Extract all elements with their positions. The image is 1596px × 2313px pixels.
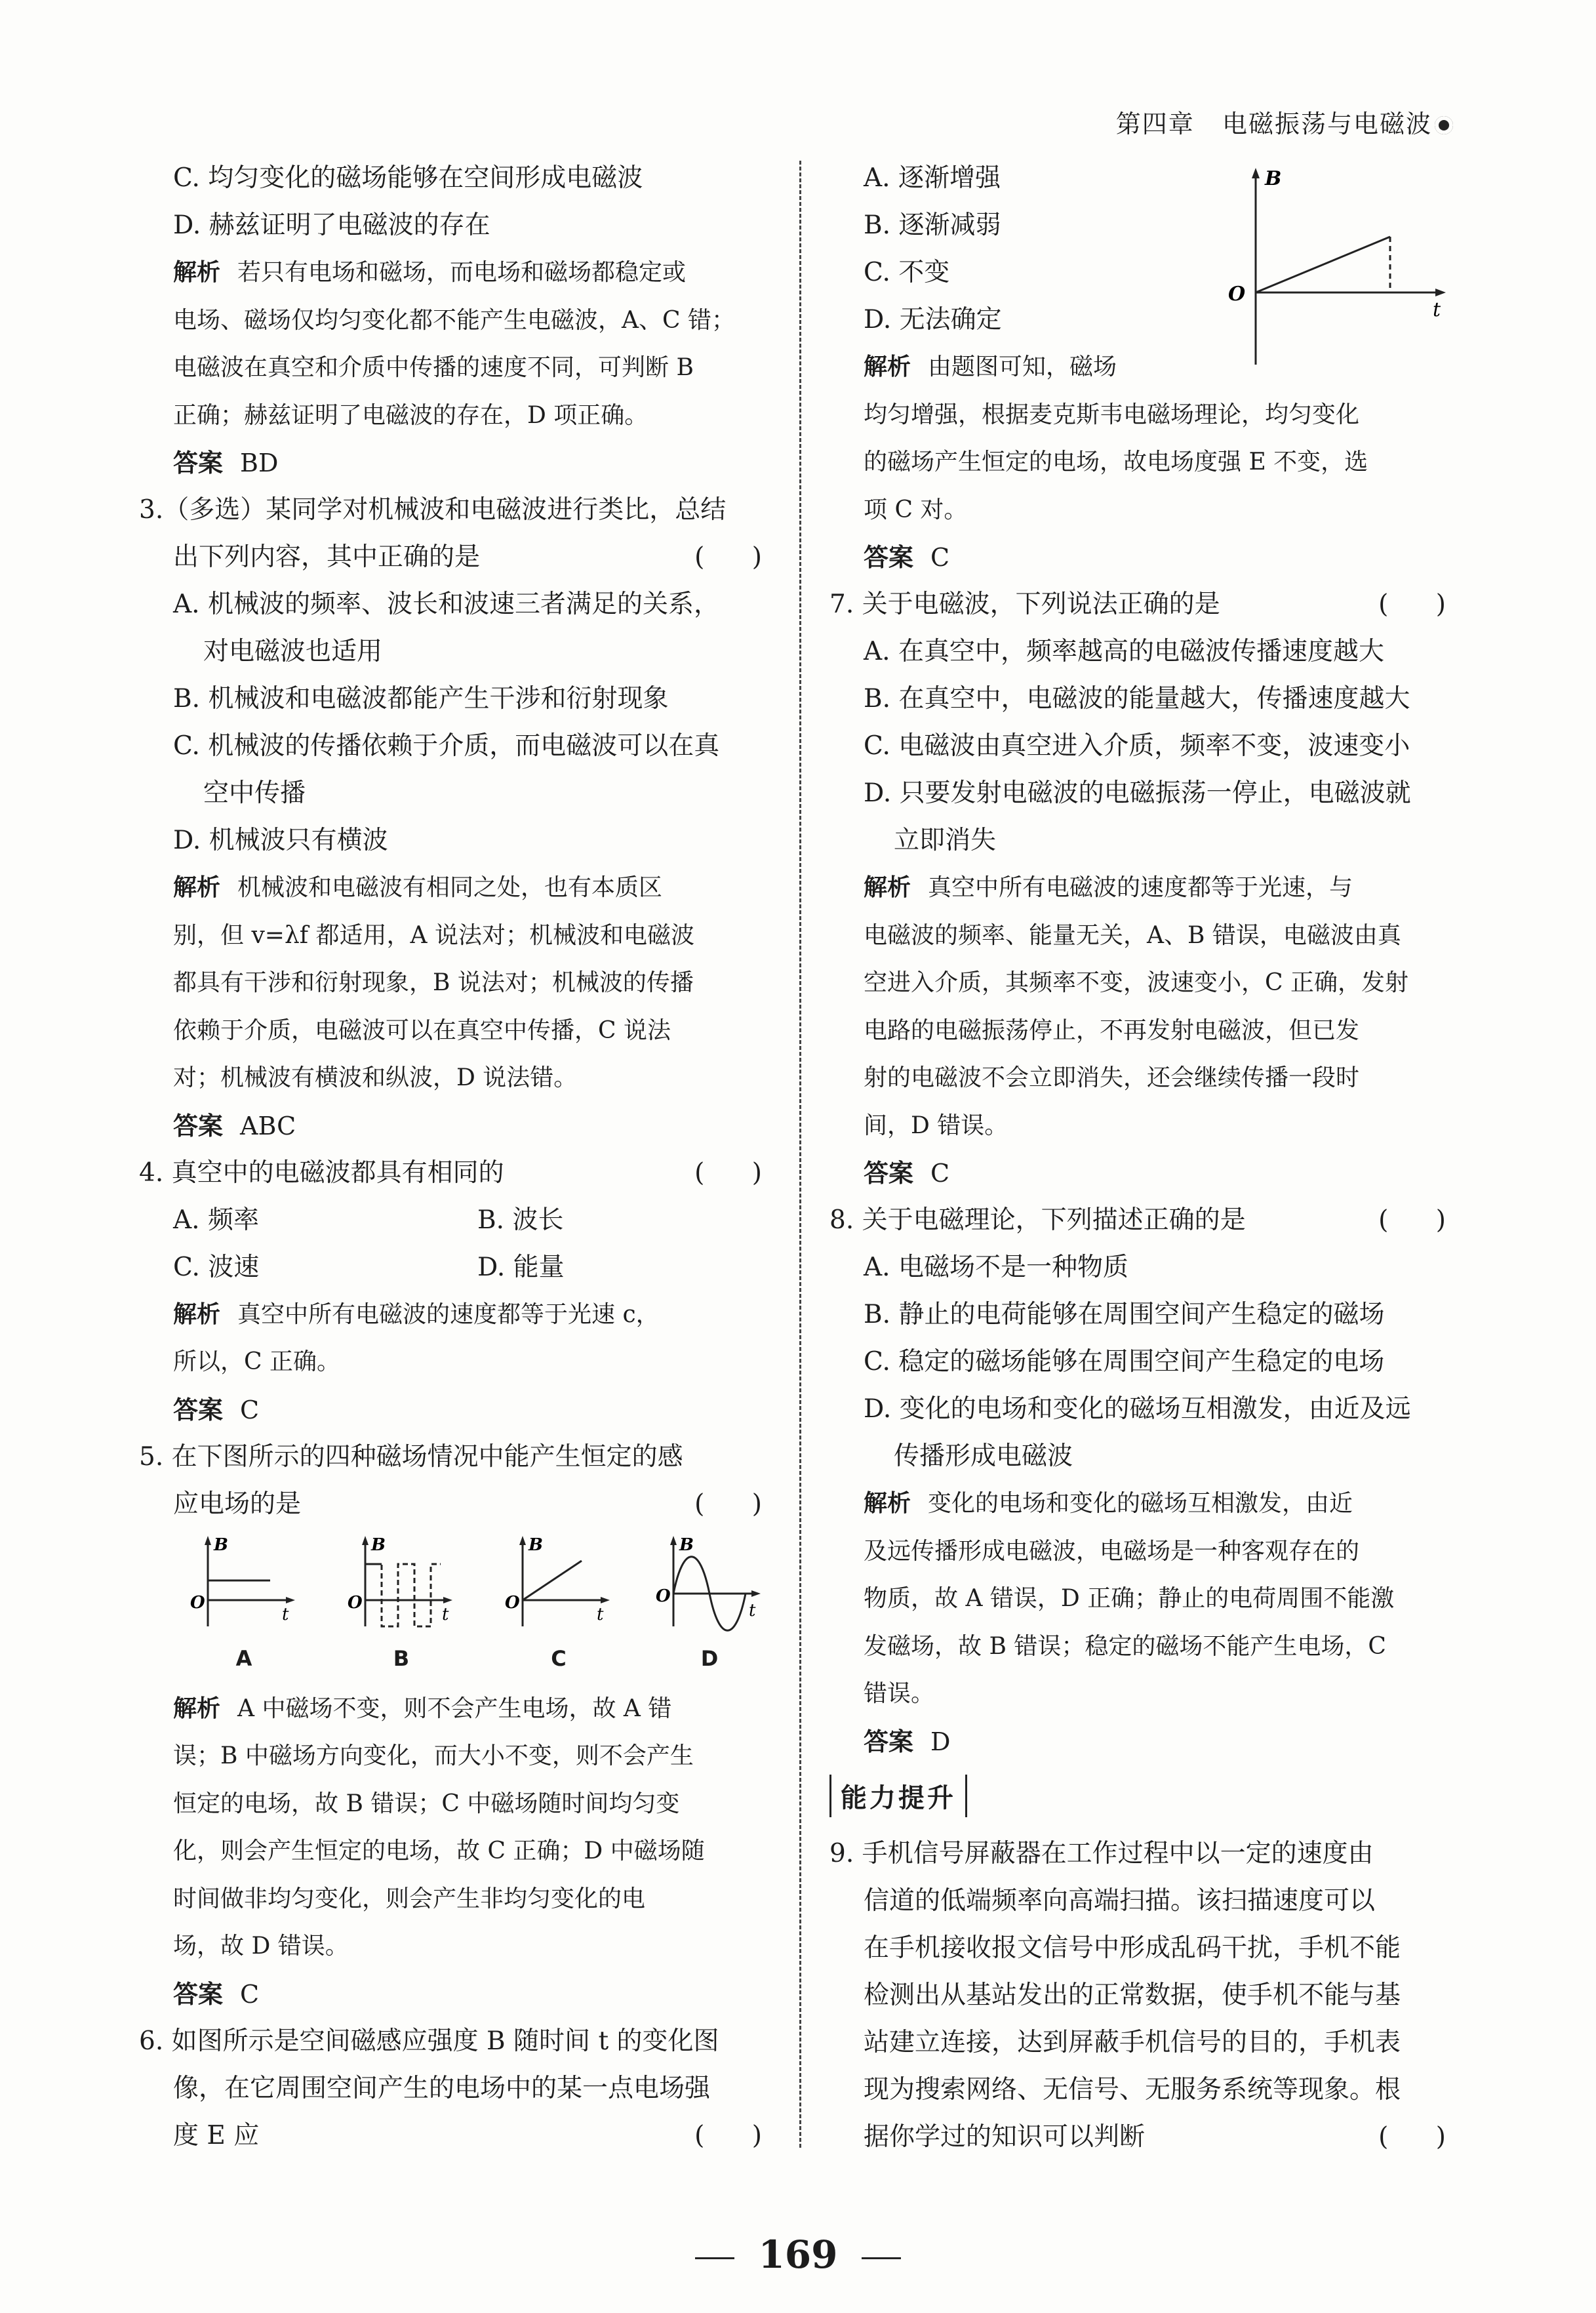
answer-label: 答案 <box>173 1979 224 2009</box>
question-stem: 在手机接收报文信号中形成乱码干扰，手机不能 <box>864 1933 1401 1963</box>
analysis-line: 误；B 中磁场方向变化，而大小不变，则不会产生 <box>173 1742 694 1769</box>
option-text: D. 只要发射电磁波的电磁振荡一停止，电磁波就 <box>864 778 1411 808</box>
analysis-line: 电磁波的频率、能量无关，A、B 错误，电磁波由真 <box>864 921 1401 949</box>
option-text: B. 逐渐减弱 <box>864 211 1001 240</box>
answer-value: D <box>930 1727 951 1756</box>
question-stem: 站建立连接，达到屏蔽手机信号的目的，手机表 <box>864 2027 1401 2057</box>
figure-caption: B <box>393 1645 410 1671</box>
analysis-label: 解析 <box>864 874 911 901</box>
answer-label: 答案 <box>864 1159 914 1188</box>
analysis-line: 解析 真空中所有电磁波的速度都等于光速 c， <box>173 1300 660 1328</box>
answer-value: BD <box>240 449 279 477</box>
analysis-line: 均匀增强，根据麦克斯韦电磁场理论，均匀变化 <box>864 401 1360 428</box>
question-stem: 检测出从基站发出的正常数据，使手机不能与基 <box>864 1980 1401 2010</box>
option-text: C. 电磁波由真空进入介质，频率不变，波速变小 <box>864 731 1410 761</box>
analysis-label: 解析 <box>173 1300 221 1328</box>
option-text: 传播形成电磁波 <box>894 1441 1073 1471</box>
question-stem: 像，在它周围空间产生的电场中的某一点电场强 <box>173 2073 711 2103</box>
option-text: C. 均匀变化的磁场能够在空间形成电磁波 <box>173 163 643 193</box>
analysis-line: 发磁场，故 B 错误；稳定的磁场不能产生电场，C <box>864 1632 1386 1660</box>
option-text: D. 机械波只有横波 <box>173 826 388 855</box>
answer-label: 答案 <box>173 449 224 477</box>
option-text: C. 波速 <box>173 1252 260 1282</box>
axis-t-label: t <box>442 1604 449 1624</box>
analysis-line: 错误。 <box>864 1680 935 1707</box>
option-text: A. 电磁场不是一种物质 <box>864 1253 1128 1282</box>
answer-line <box>139 439 782 487</box>
answer-blank: ( ) <box>694 1157 782 1188</box>
analysis-label: 解析 <box>173 259 221 286</box>
analysis-label: 解析 <box>173 1695 221 1722</box>
analysis-line: 正确；赫兹证明了电磁波的存在，D 项正确。 <box>173 401 648 429</box>
question-stem: 8. 关于电磁理论，下列描述正确的是 ( ) <box>829 1197 1466 1244</box>
analysis-line: 都具有干涉和衍射现象，B 说法对；机械波的传播 <box>173 969 694 996</box>
figure-b <box>342 1528 460 1679</box>
column-divider <box>799 161 801 2148</box>
option-text: C. 稳定的磁场能够在周围空间产生稳定的电场 <box>864 1347 1385 1377</box>
answer-line <box>829 1718 1466 1765</box>
analysis-line: 射的电磁波不会立即消失，还会继续传播一段时 <box>864 1064 1360 1091</box>
analysis-line: 电磁波在真空和介质中传播的速度不同，可判断 B <box>173 354 694 381</box>
analysis-line: 解析 由题图可知，磁场 <box>864 353 1117 380</box>
page-number: 169 <box>0 2232 1596 2277</box>
option-text: D. 变化的电场和变化的磁场互相激发，由近及远 <box>864 1394 1411 1424</box>
analysis-line: 电路的电磁振荡停止，不再发射电磁波，但已发 <box>864 1016 1360 1044</box>
analysis-line: 对；机械波有横波和纵波，D 说法错。 <box>173 1064 578 1091</box>
question-stem: 现为搜索网络、无信号、无服务系统等现象。根 <box>864 2074 1401 2104</box>
question-stem: 出下列内容，其中正确的是 ( ) <box>139 534 782 581</box>
answer-line <box>829 1150 1466 1197</box>
axis-t-label: t <box>282 1604 289 1624</box>
analysis-line: 所以，C 正确。 <box>173 1348 340 1375</box>
option-text: D. 无法确定 <box>864 305 1002 334</box>
answer-blank: ( ) <box>694 542 782 572</box>
option-text: 空中传播 <box>203 778 306 808</box>
option-text: D. 赫兹证明了电磁波的存在 <box>173 211 490 240</box>
analysis-line: 恒定的电场，故 B 错误；C 中磁场随时间均匀变 <box>173 1790 680 1817</box>
answer-value: C <box>930 1159 950 1188</box>
analysis-line: 及远传播形成电磁波，电磁场是一种客观存在的 <box>864 1537 1360 1565</box>
analysis-label: 解析 <box>173 874 221 901</box>
analysis-line: 别，但 v=λf 都适用，A 说法对；机械波和电磁波 <box>173 921 694 949</box>
analysis-line: 化，则会产生恒定的电场，故 C 正确；D 中磁场随 <box>173 1838 705 1864</box>
dash-decoration <box>862 2257 901 2259</box>
option-text: A. 在真空中，频率越高的电磁波传播速度越大 <box>864 637 1384 666</box>
chapter-label: 第四章 <box>1115 110 1195 138</box>
graph-a <box>185 1528 303 1639</box>
analysis-label: 解析 <box>864 1490 911 1517</box>
analysis-line: 解析 真空中所有电磁波的速度都等于光速，与 <box>864 874 1353 901</box>
section-heading: 能力提升 <box>829 1775 967 1817</box>
graph-q6 <box>1216 161 1452 371</box>
answer-blank: ( ) <box>1378 1205 1466 1235</box>
axis-b-label: B <box>529 1535 543 1555</box>
answer-blank: ( ) <box>1378 590 1466 619</box>
question-stem: 据你学过的知识可以判断 ( ) <box>829 2114 1466 2161</box>
question-stem: 度 E 应 ( ) <box>139 2112 782 2160</box>
figure-caption: C <box>551 1645 567 1671</box>
left-column <box>139 155 782 2160</box>
option-text: B. 机械波和电磁波都能产生干涉和衍射现象 <box>173 684 669 714</box>
axis-b-label: B <box>1265 167 1282 190</box>
analysis-line: 项 C 对。 <box>864 496 968 523</box>
origin-label: O <box>190 1592 205 1613</box>
page-header <box>1116 104 1453 140</box>
answer-blank: ( ) <box>1378 2122 1466 2152</box>
figure-a <box>185 1528 303 1679</box>
option-row <box>139 1197 782 1244</box>
answer-blank: ( ) <box>694 2120 782 2150</box>
origin-label: O <box>348 1592 363 1613</box>
origin-label: O <box>505 1592 520 1613</box>
axis-t-label: t <box>1433 298 1441 321</box>
figure-caption: A <box>235 1645 252 1671</box>
answer-value: ABC <box>240 1111 296 1140</box>
option-text: A. 逐渐增强 <box>864 163 1001 193</box>
analysis-line: 解析 若只有电场和磁场，而电场和磁场都稳定或 <box>173 259 687 286</box>
analysis-label: 解析 <box>864 353 911 380</box>
analysis-line: 空进入介质，其频率不变，波速变小，C 正确，发射 <box>864 969 1408 996</box>
figure-row <box>139 1528 782 1685</box>
option-text: 对电磁波也适用 <box>203 637 383 666</box>
option-text: 立即消失 <box>894 826 997 855</box>
answer-value: C <box>240 1395 260 1424</box>
origin-label: O <box>656 1586 671 1606</box>
answer-line <box>139 1102 782 1150</box>
option-text: B. 在真空中，电磁波的能量越大，传播速度越大 <box>864 684 1410 714</box>
analysis-line: 解析 变化的电场和变化的磁场互相激发，由近 <box>864 1490 1353 1517</box>
axis-b-label: B <box>679 1535 694 1555</box>
question-stem: 7. 关于电磁波，下列说法正确的是 ( ) <box>829 581 1466 628</box>
axis-t-label: t <box>749 1600 756 1620</box>
figure-caption: D <box>700 1645 719 1671</box>
answer-line <box>139 1971 782 2018</box>
analysis-line: 物质，故 A 错误，D 正确；静止的电荷周围不能激 <box>864 1585 1395 1612</box>
axis-b-label: B <box>371 1535 386 1555</box>
answer-label: 答案 <box>864 543 914 572</box>
chapter-title: 电磁振荡与电磁波 <box>1222 110 1432 138</box>
figure-d <box>650 1528 768 1679</box>
analysis-line: 解析 A 中磁场不变，则不会产生电场，故 A 错 <box>173 1695 672 1722</box>
q6-options-block <box>829 155 1466 392</box>
figure-c <box>500 1528 618 1679</box>
option-text: C. 机械波的传播依赖于介质，而电磁波可以在真 <box>173 731 720 761</box>
answer-label: 答案 <box>173 1395 224 1424</box>
option-text: A. 频率 <box>173 1205 259 1235</box>
option-text: B. 静止的电荷能够在周围空间产生稳定的磁场 <box>864 1300 1385 1329</box>
analysis-line: 依赖于介质，电磁波可以在真空中传播，C 说法 <box>173 1016 671 1044</box>
analysis-line: 间，D 错误。 <box>864 1112 1008 1139</box>
analysis-line: 场，故 D 错误。 <box>173 1933 349 1960</box>
option-row <box>139 1244 782 1291</box>
option-text: B. 波长 <box>477 1205 564 1235</box>
dash-decoration <box>695 2257 734 2259</box>
answer-line <box>829 534 1466 581</box>
question-stem: 4. 真空中的电磁波都具有相同的 ( ) <box>139 1150 782 1197</box>
answer-label: 答案 <box>864 1727 914 1756</box>
question-stem: 6. 如图所示是空间磁感应强度 B 随时间 t 的变化图 <box>139 2026 719 2056</box>
axis-t-label: t <box>597 1604 604 1624</box>
answer-line <box>139 1386 782 1434</box>
question-stem: 5. 在下图所示的四种磁场情况中能产生恒定的感 <box>139 1441 683 1472</box>
answer-blank: ( ) <box>694 1489 782 1519</box>
right-column <box>829 155 1466 2161</box>
axis-b-label: B <box>214 1535 228 1555</box>
answer-value: C <box>240 1979 260 2009</box>
analysis-line: 时间做非均匀变化，则会产生非均匀变化的电 <box>173 1885 646 1912</box>
analysis-line: 电场、磁场仅均匀变化都不能产生电磁波，A、C 错； <box>173 306 735 334</box>
option-text: D. 能量 <box>477 1252 565 1282</box>
analysis-line: 解析 机械波和电磁波有相同之处，也有本质区 <box>173 874 663 901</box>
origin-label: O <box>1228 283 1246 306</box>
answer-label: 答案 <box>173 1111 224 1140</box>
analysis-line: 的磁场产生恒定的电场，故电场度强 E 不变，选 <box>864 449 1368 475</box>
graph-d <box>650 1528 768 1639</box>
option-text: A. 机械波的频率、波长和波速三者满足的关系， <box>173 590 719 619</box>
question-stem: 应电场的是 ( ) <box>139 1481 782 1528</box>
graph-c <box>500 1528 618 1639</box>
graph-b <box>342 1528 460 1639</box>
chapter-dot-icon <box>1435 116 1453 134</box>
option-text: C. 不变 <box>864 258 950 287</box>
question-stem: 信道的低端频率向高端扫描。该扫描速度可以 <box>864 1885 1376 1916</box>
question-stem: 3.（多选）某同学对机械波和电磁波进行类比，总结 <box>139 495 727 525</box>
question-stem: 9. 手机信号屏蔽器在工作过程中以一定的速度由 <box>829 1838 1374 1868</box>
answer-value: C <box>930 543 950 572</box>
